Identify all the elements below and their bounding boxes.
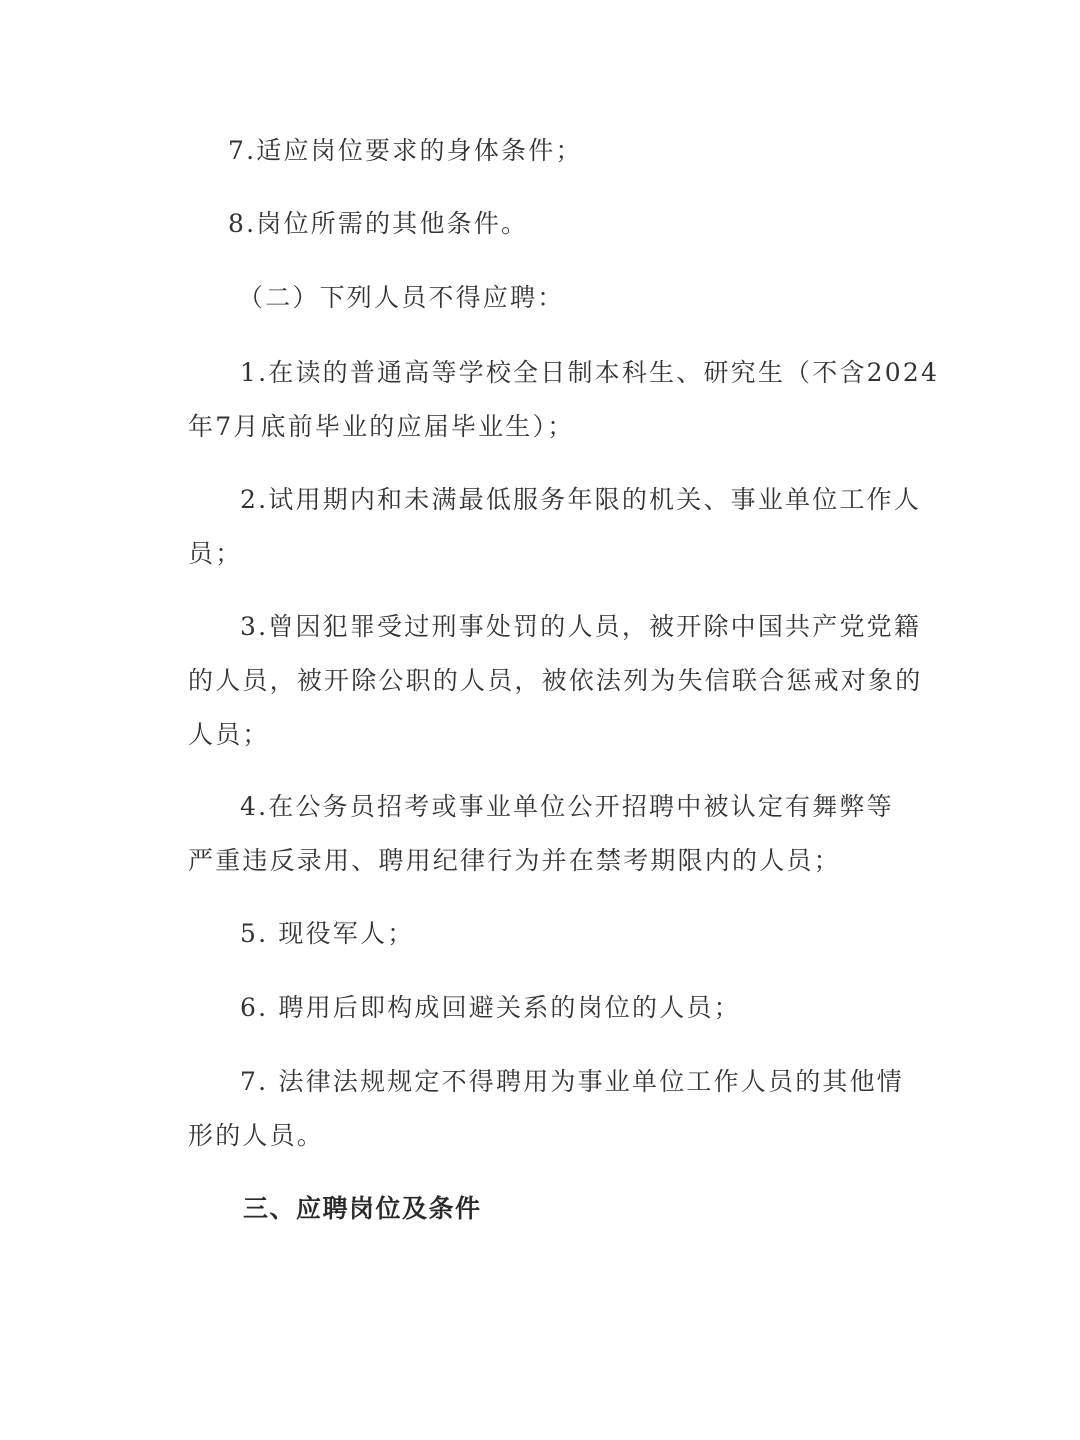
exclusion-3-line-3: 人员； xyxy=(188,720,270,749)
condition-7-text: 7.适应岗位要求的身体条件； xyxy=(228,136,583,165)
exclusion-1-line-1: 1.在读的普通高等学校全日制本科生、研究生（不含2024 xyxy=(240,358,940,387)
section-3-heading: 三、应聘岗位及条件 xyxy=(243,1194,482,1223)
exclusion-2 xyxy=(188,473,922,581)
section-2-title-text: （二）下列人员不得应聘： xyxy=(238,283,565,312)
exclusion-5-text: 5. 现役军人； xyxy=(240,919,415,948)
exclusion-3-line-1: 3.曾因犯罪受过刑事处罚的人员，被开除中国共产党党籍 xyxy=(240,612,922,641)
exclusion-3-line-2: 的人员，被开除公职的人员，被依法列为失信联合惩戒对象的 xyxy=(188,666,923,695)
exclusion-6-text: 6. 聘用后即构成回避关系的岗位的人员； xyxy=(240,993,741,1022)
exclusion-2-line-2: 员； xyxy=(188,539,243,568)
condition-8 xyxy=(228,197,940,251)
exclusion-5 xyxy=(240,907,952,961)
exclusion-6 xyxy=(240,981,952,1035)
exclusion-2-line-1: 2.试用期内和未满最低服务年限的机关、事业单位工作人 xyxy=(240,485,922,514)
exclusion-7-line-2: 形的人员。 xyxy=(188,1121,325,1150)
exclusion-7 xyxy=(188,1055,905,1163)
exclusion-1 xyxy=(188,346,940,454)
section-2-title xyxy=(238,271,950,325)
exclusion-4-line-2: 严重违反录用、聘用纪律行为并在禁考期限内的人员； xyxy=(188,846,841,875)
condition-7 xyxy=(228,124,940,178)
exclusion-3 xyxy=(188,600,923,762)
exclusion-4 xyxy=(188,780,900,888)
exclusion-4-line-1: 4.在公务员招考或事业单位公开招聘中被认定有舞弊等 xyxy=(240,792,894,821)
exclusion-7-line-1: 7. 法律法规规定不得聘用为事业单位工作人员的其他情 xyxy=(240,1067,905,1096)
condition-8-text: 8.岗位所需的其他条件。 xyxy=(228,209,529,238)
exclusion-1-line-2: 年7月底前毕业的应届毕业生）； xyxy=(188,412,575,441)
